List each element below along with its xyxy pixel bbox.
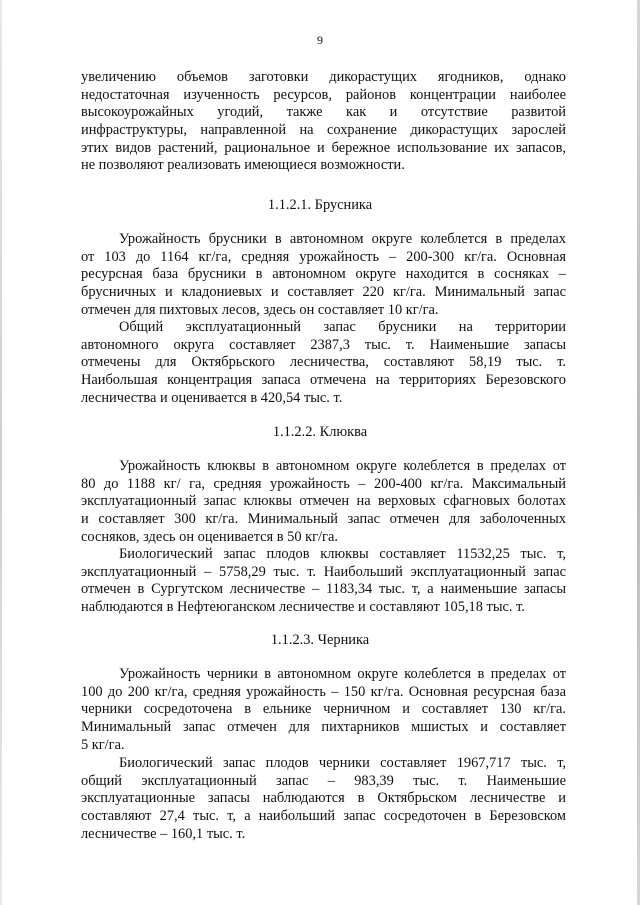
paragraph-line: эксплуатационный – 5758,29 тыс. т. Наибольший эксплуатационный запас: [81, 563, 566, 580]
paragraph-line: Урожайность клюквы в автономном округе колеблется в пределах от: [119, 458, 566, 474]
section-heading-klyukva: 1.1.2.2. Клюква: [272, 424, 368, 440]
paragraph-line: лесничества и оценивается в 420,54 тыс. т.: [81, 389, 343, 406]
paragraph-line: эксплуатационный запас клюквы отмечен на верховых сфагновых болотах: [81, 493, 566, 510]
section-heading-brusnika: 1.1.2.1. Брусника: [267, 197, 373, 213]
paragraph-line: Наибольшая концентрация запаса отмечена на территориях Березовского: [81, 372, 566, 389]
paragraph-line: от 103 до 1164 кг/га, средняя урожайность – 200-300 кг/га. Основная: [81, 248, 566, 265]
paragraph-line: эксплуатационные запасы наблюдаются в Октябрьском лесничестве и: [81, 790, 566, 807]
intro-line: не позволяют реализовать имеющиеся возможности.: [81, 157, 405, 174]
section-heading-chernika: 1.1.2.3. Черника: [270, 632, 370, 648]
brusnika-paragraph-2: [81, 319, 566, 407]
intro-line: недостаточная изученность ресурсов, районов концентрации наиболее: [81, 86, 566, 103]
paragraph-line: Биологический запас плодов черники составляет 1967,717 тыс. т,: [119, 755, 566, 771]
paragraph-line: отмечен в Сургутском лесничестве – 1183,34 тыс. т, а наименьшие запасы: [81, 581, 566, 598]
klyukva-paragraph-2: [81, 546, 566, 617]
intro-line: высокоурожайных угодий, также как и отсутствие развитой: [81, 104, 566, 121]
page-number: 9: [317, 33, 323, 47]
paragraph-line: Урожайность черники в автономном округе колеблется в пределах от: [119, 666, 566, 682]
klyukva-paragraph-1: [81, 458, 566, 546]
paragraph-line: сосняков, здесь он оценивается в 50 кг/га.: [81, 528, 338, 545]
paragraph-line: Биологический запас плодов клюквы составляет 11532,25 тыс. т,: [119, 546, 566, 562]
paragraph-line: наблюдаются в Нефтеюганском лесничестве и составляют 105,18 тыс. т.: [81, 599, 525, 616]
paragraph-line: 80 до 1188 кг/ га, средняя урожайность – 200-400 кг/га. Максимальный: [81, 475, 566, 492]
brusnika-paragraph-1: [81, 231, 566, 319]
paragraph-line: общий эксплуатационный запас – 983,39 тыс. т. Наименьшие: [81, 772, 566, 789]
paragraph-line: черники сосредоточена в ельнике черничном и составляет 130 кг/га.: [81, 701, 566, 718]
paragraph-line: ресурсная база брусники в автономном округе находится в сосняках –: [81, 266, 566, 283]
paragraph-line: составляют 27,4 тыс. т, а наибольший запас сосредоточен в Березовском: [81, 808, 566, 825]
paragraph-line: 5 кг/га.: [81, 736, 125, 753]
paragraph-line: автономного округа составляет 2387,3 тыс. т. Наименьшие запасы: [81, 336, 566, 353]
paragraph-line: отмечен для пихтовых лесов, здесь он составляет 10 кг/га.: [81, 301, 439, 318]
scan-left-edge: [0, 0, 2, 905]
paragraph-line: 100 до 200 кг/га, средняя урожайность – 150 кг/га. Основная ресурсная база: [81, 683, 566, 700]
paragraph-line: лесничестве – 160,1 тыс. т.: [81, 825, 246, 842]
intro-paragraph: [81, 69, 566, 175]
paragraph-line: и составляет 300 кг/га. Минимальный запас отмечен для заболоченных: [81, 511, 566, 528]
paragraph-line: Минимальный запас отмечен для пихтарников мшистых и составляет: [81, 719, 566, 736]
chernika-paragraph-2: [81, 755, 566, 843]
paragraph-line: брусничных и кладониевых и составляет 220 кг/га. Минимальный запас: [81, 284, 566, 301]
paragraph-line: отмечены для Октябрьского лесничества, составляют 58,19 тыс. т.: [81, 354, 566, 371]
chernika-paragraph-1: [81, 666, 566, 754]
intro-line: этих видов растений, рациональное и бережное использование их запасов,: [81, 139, 566, 156]
paragraph-line: Общий эксплуатационный запас брусники на территории: [119, 319, 566, 335]
paragraph-line: Урожайность брусники в автономном округе колеблется в пределах: [119, 231, 566, 247]
intro-line: инфраструктуры, направленной на сохранение дикорастущих зарослей: [81, 122, 566, 139]
intro-line: увеличению объемов заготовки дикорастущих ягодников, однако: [81, 69, 566, 85]
